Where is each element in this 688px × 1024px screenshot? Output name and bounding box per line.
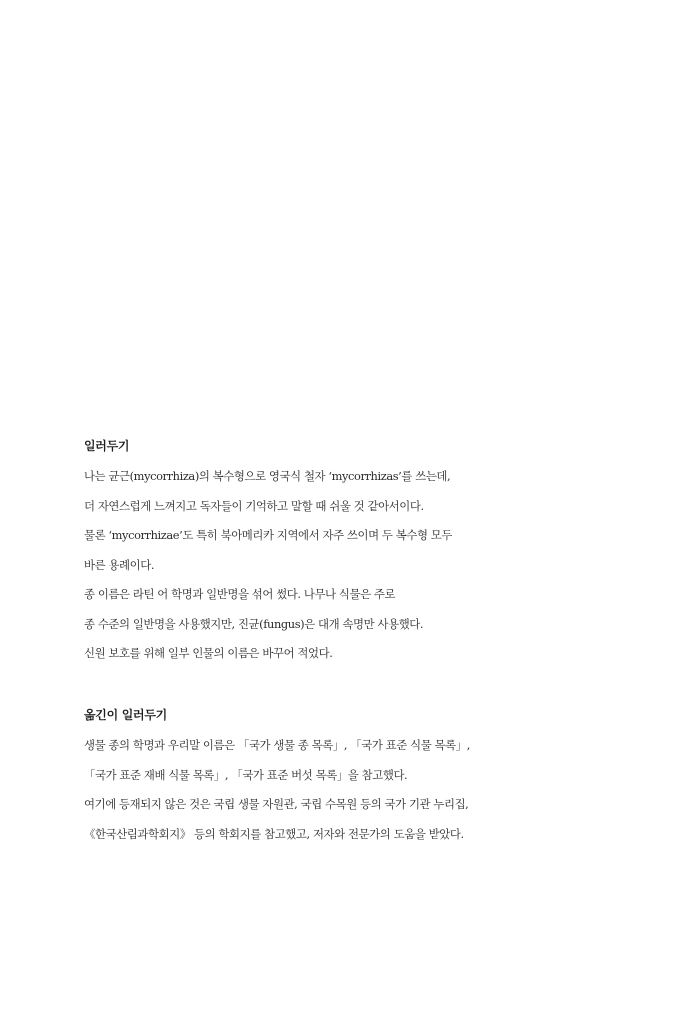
- notes-line: 종 수준의 일반명을 사용했지만, 진균(fungus)은 대개 속명만 사용했다.: [84, 616, 424, 631]
- notes-line: 나는 균근(mycorrhiza)의 복수형으로 영국식 철자 ‘mycorrhizas’를 쓰는데,: [84, 469, 451, 483]
- notes-section: [84, 437, 644, 674]
- translator-notes-line: 생물 종의 학명과 우리말 이름은 「국가 생물 종 목록」, 「국가 표준 식물 목록」,: [84, 738, 470, 752]
- notes-line: 더 자연스럽게 느껴지고 독자들이 기억하고 말할 때 쉬울 것 같아서이다.: [84, 498, 424, 513]
- notes-line: 바른 용례이다.: [84, 557, 155, 572]
- translator-notes-heading: 옮긴이 일러두기: [84, 708, 167, 722]
- translator-notes-line: 여기에 등재되지 않은 것은 국립 생물 자원관, 국립 수목원 등의 국가 기관 누리집,: [84, 797, 469, 811]
- notes-line: 종 이름은 라틴 어 학명과 일반명을 섞어 썼다. 나무나 식물은 주로: [84, 587, 396, 601]
- notes-line: 신원 보호를 위해 일부 인물의 이름은 바꾸어 적었다.: [84, 646, 333, 660]
- translator-notes-line: 《한국산림과학회지》 등의 학회지를 참고했고, 저자와 전문가의 도움을 받았다.: [84, 826, 464, 841]
- notes-line: 물론 ‘mycorrhizae’도 특히 북아메리카 지역에서 자주 쓰이며 두 복수형 모두: [84, 528, 452, 542]
- notes-heading: 일러두기: [84, 439, 130, 453]
- translator-notes-line: 「국가 표준 재배 식물 목록」, 「국가 표준 버섯 목록」을 참고했다.: [84, 767, 408, 782]
- translator-notes-section: [84, 706, 644, 854]
